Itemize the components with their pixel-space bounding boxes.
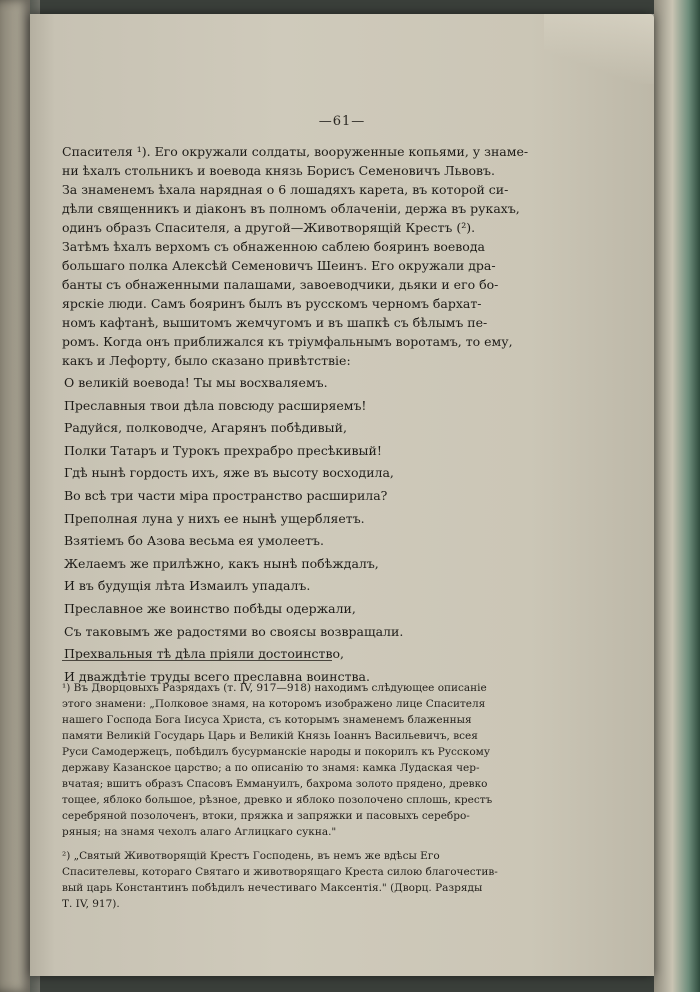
footnote-line: нашего Господа Бога Іисуса Христа, съ которымъ знаменемъ блаженныя <box>62 714 472 726</box>
verse-line: Преполная луна у нихъ ее нынѣ ущербляетъ. <box>64 510 365 526</box>
footnote-line: ¹) Въ Дворцовыхъ Разрядахъ (т. IV, 917—918) находимъ слѣдующее описаніе <box>62 682 487 694</box>
prose-line: номъ кафтанѣ, вышитомъ жемчугомъ и въ шапкѣ съ бѣлымъ пе- <box>62 315 488 330</box>
footnote-line: вый царь Константинъ побѣдилъ нечестиваго Максентія." (Дворц. Разряды <box>62 882 483 894</box>
right-page-edge <box>654 0 700 992</box>
prose-line: банты съ обнаженными палашами, завоеводчики, дьяки и его бо- <box>62 277 499 292</box>
verse-line: Полки Татаръ и Турокъ прехрабро пресѣкивый! <box>64 442 382 458</box>
page-body <box>62 142 582 688</box>
prose-paragraph <box>62 142 582 370</box>
verse-line: И дваждѣтіе труды всего преславна воинства. <box>64 668 370 684</box>
prose-line: ярскіе люди. Самъ бояринъ былъ въ русскомъ черномъ бархат- <box>62 296 482 311</box>
prose-line: ни ѣхалъ стольникъ и воевода князь Борисъ Семеновичъ Львовъ. <box>62 163 495 178</box>
prose-line: какъ и Лефорту, было сказано привѣтствіе: <box>62 353 351 368</box>
footnote-line: Спасителевы, котораго Святаго и животворящаго Креста силою благочестив- <box>62 866 498 878</box>
footnote-line: ряныя; на знамя чехолъ алаго Аглицкаго сукна." <box>62 826 337 838</box>
footnote-line: вчатая; вшитъ образъ Спасовъ Еммануилъ, бахрома золото прядено, древко <box>62 778 488 790</box>
footnote-line: Т. IV, 917). <box>62 898 120 910</box>
footnote-2 <box>62 848 582 912</box>
verse-line: Радуйся, полководче, Агарянъ побѣдивый, <box>64 420 347 436</box>
verse-line: И въ будущія лѣта Измаилъ упадалъ. <box>64 578 311 594</box>
verse-greeting <box>62 372 582 688</box>
verse-line: Прехвальныя тѣ дѣла пріяли достоинство, <box>64 646 344 662</box>
footnote-line: Руси Самодержецъ, побѣдилъ бусурманскіе народы и покорилъ къ Русскому <box>62 746 491 758</box>
prose-line: Спасителя ¹). Его окружали солдаты, вооруженные копьями, у знаме- <box>62 144 529 159</box>
verse-line: Преславное же воинство побѣды одержали, <box>64 600 356 616</box>
footnotes <box>62 680 582 912</box>
prose-line: большаго полка Алексѣй Семеновичъ Шеинъ. Его окружали дра- <box>62 258 496 273</box>
prose-line: За знаменемъ ѣхала нарядная о 6 лошадяхъ карета, въ которой си- <box>62 182 509 197</box>
footnote-line: памяти Великій Государь Царь и Великій Князь Іоаннъ Васильевичъ, всея <box>62 730 478 742</box>
footnote-line: этого знамени: „Полковое знамя, на которомъ изображено лице Спасителя <box>62 698 486 710</box>
footnote-line: тощее, яблоко большое, рѣзное, древко и яблоко позолочено сплошь, крестъ <box>62 794 493 806</box>
footnote-1 <box>62 680 582 840</box>
verse-line: Гдѣ нынѣ гордость ихъ, яже въ высоту восходила, <box>64 465 394 481</box>
prose-line: Затѣмъ ѣхалъ верхомъ съ обнаженною саблею бояринъ воевода <box>62 239 485 254</box>
verse-line: О великій воевода! Ты мы восхваляемъ. <box>64 375 328 390</box>
verse-line: Преславныя твои дѣла повсюду расширяемъ! <box>64 397 367 413</box>
footnote-line: серебряной позолоченъ, втоки, пряжка и запряжки и пасовыхъ серебро- <box>62 810 470 822</box>
footnote-rule <box>62 660 332 661</box>
verse-line: Желаемъ же прилѣжно, какъ нынѣ побѣждалъ, <box>64 555 379 571</box>
prose-line: дѣли священникъ и діаконъ въ полномъ облаченіи, держа въ рукахъ, <box>62 201 520 216</box>
verse-line: Съ таковымъ же радостями во своясы возвращали. <box>64 623 404 639</box>
footnote-line: ²) „Святый Животворящій Крестъ Господень, въ немъ же вдѣсы Его <box>62 850 440 862</box>
footnote-line: державу Казанское царство; а по описанію то знамя: камка Лудаская чер- <box>62 762 480 774</box>
verse-line: Во всѣ три части міра пространство расширила? <box>64 487 388 503</box>
verse-line: Взятіемъ бо Азова весьма ея умолеетъ. <box>64 533 324 549</box>
prose-line: ромъ. Когда онъ приближался къ тріумфальнымъ воротамъ, то ему, <box>62 334 513 349</box>
left-page-edge <box>0 0 30 992</box>
prose-line: одинъ образъ Спасителя, а другой—Животворящій Крестъ (²). <box>62 220 476 235</box>
page-number: —61— <box>318 114 366 129</box>
